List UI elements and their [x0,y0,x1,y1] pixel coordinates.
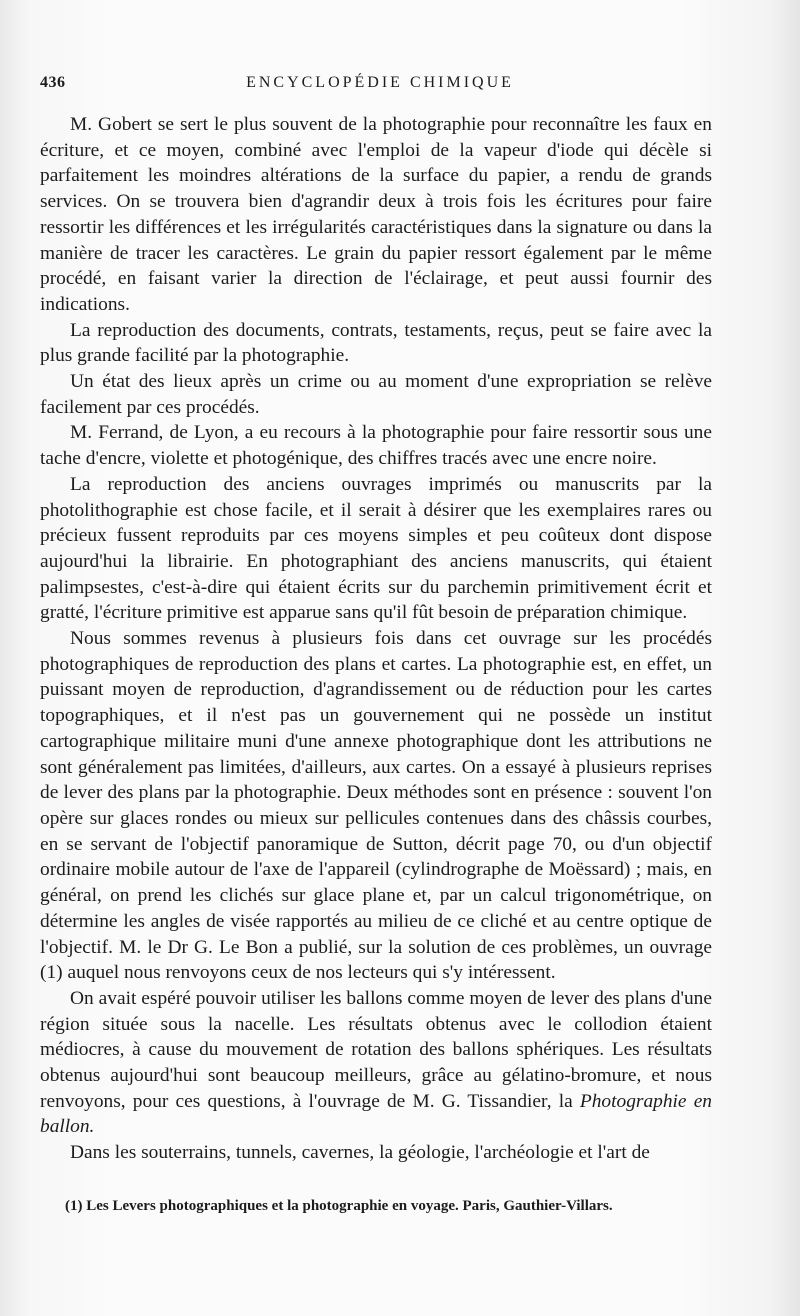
paragraph: Dans les souterrains, tunnels, cavernes, la géologie, l'archéologie et l'art de [70,1142,650,1164]
page-number: 436 [40,74,66,91]
paragraph: Un état des lieux après un crime ou au moment d'une expropriation se relève facilement par ces procédés. [40,371,712,418]
footnote: (1) Les Levers photographiques et la photographie en voyage. Paris, Gauthier-Villars. [65,1198,613,1214]
running-title: ENCYCLOPÉDIE CHIMIQUE [246,74,514,91]
paragraph: La reproduction des anciens ouvrages imprimés ou manuscrits par la photolithographie est chose facile, et il serait à désirer que les exemplaires rares ou précieux fussent reproduits par ces moyens simples et peu coûteux dont dispose aujourd'hui la librairie. En photographiant des anciens manuscrits, qui étaient palimpsestes, c'est-à-dire qui étaient écrits sur du parchemin primitivement écrit et gratté, l'écriture primitive est apparue sans qu'il fût besoin de préparation chimique. [40,473,712,624]
paragraph: La reproduction des documents, contrats, testaments, reçus, peut se faire avec la plus grande facilité par la photographie. [40,319,712,367]
italic-book-title: Photographie en ballon. [40,1090,713,1138]
paragraph: Nous sommes revenus à plusieurs fois dans cet ouvrage sur les procédés photographiques de reproduction des plans et cartes. La photographie est, en effet, un puissant moyen de reproduction, d'agrandissement ou de réduction pour les cartes topographiques, et il n'est pas un gouvernement qui ne possède un institut cartographique militaire muni d'une annexe photographique dont les attributions ne sont généralement pas limitées, d'ailleurs, aux cartes. On a essayé à plusieurs reprises de lever des plans par la photographie. Deux méthodes sont en présence : souvent l'on opère sur glaces rondes ou mieux sur pellicules contenues dans des châssis courbes, en se servant de l'objectif panoramique de Sutton, décrit page 70, ou d'un objectif ordinaire mobile autour de l'axe de l'appareil (cylindrographe de Moëssard) ; mais, en général, on prend les clichés sur glace plane et, par un calcul trigonométrique, on détermine les angles de visée rapportés au milieu de ce cliché et au centre optique de l'objectif. M. le Dr G. Le Bon a publié, sur la solution de ces problèmes, un ouvrage (1) auquel nous renvoyons ceux de nos lecteurs qui s'y intéressent. [40,628,712,984]
page-header [40,74,720,98]
paragraph-text: On avait espéré pouvoir utiliser les ballons comme moyen de lever des plans d'une région située sous la nacelle. Les résultats obtenus avec le collodion étaient médiocres, à cause du mouvement de rotation des ballons sphériques. Les résultats obtenus aujourd'hui sont beaucoup meilleurs, grâce au gélatino-bromure, et nous renvoyons, pour ces questions, à l'ouvrage de M. G. Tissandier, la [40,987,712,1112]
paragraph: M. Ferrand, de Lyon, a eu recours à la photographie pour faire ressortir sous une tache d'encre, violette et photogénique, des chiffres tracés avec une encre noire. [40,422,712,470]
body-text [40,112,712,1166]
paragraph: M. Gobert se sert le plus souvent de la photographie pour reconnaître les faux en écriture, et ce moyen, combiné avec l'emploi de la vapeur d'iode qui décèle si parfaitement les moindres altérations de la surface du papier, a rendu de grands services. On se trouvera bien d'agrandir deux à trois fois les écritures pour faire ressortir les différences et les irrégularités caractéristiques dans la signature ou dans la manière de tracer les caractères. Le grain du papier ressort également par le même procédé, en faisant varier la direction de l'éclairage, et peut aussi fournir des indications. [40,114,712,315]
paragraph [40,986,712,1140]
